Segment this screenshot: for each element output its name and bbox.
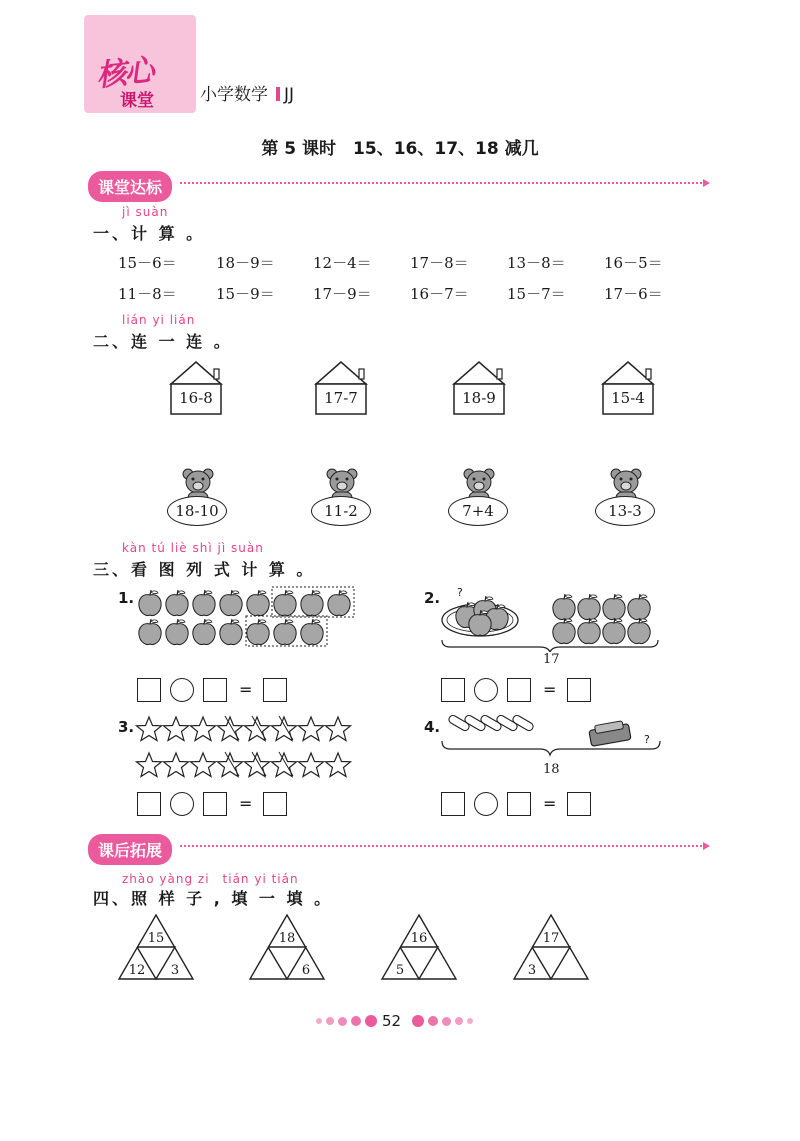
bear (595, 466, 657, 528)
equals-sign: = (239, 794, 253, 813)
clips-illustration (440, 713, 668, 765)
operator-circle[interactable] (170, 792, 194, 816)
section-heading: 一、计 算 。 (93, 224, 206, 243)
operator-circle[interactable] (474, 678, 498, 702)
house-expression: 17-7 (324, 389, 358, 407)
calc-item: 18－9＝ (216, 254, 275, 272)
arrow-icon (703, 842, 710, 850)
operator-circle[interactable] (170, 678, 194, 702)
answer-box[interactable] (137, 678, 161, 702)
problem-number: 1. (118, 589, 135, 607)
footer-dot (316, 1018, 322, 1024)
edition-label: JJ (284, 85, 295, 105)
logo-title: 核心 (94, 53, 155, 94)
number-triangle (248, 913, 326, 981)
footer-dot (338, 1017, 347, 1026)
problem-number: 2. (424, 589, 441, 607)
house-icon (313, 360, 369, 416)
bear (167, 466, 229, 528)
number-triangle (380, 913, 458, 981)
operator-circle[interactable] (474, 792, 498, 816)
triangle-top-number: 15 (147, 931, 165, 946)
footer-dot (428, 1016, 438, 1026)
triangle-left-number: 12 (128, 963, 146, 978)
subject-label (200, 80, 294, 105)
house-icon (451, 360, 507, 416)
pinyin-hint: jì suàn (122, 205, 169, 219)
number-triangle (117, 913, 195, 981)
number-triangle (512, 913, 590, 981)
pinyin-hint: zhào yàng zi tián yi tián (122, 872, 299, 886)
answer-box[interactable] (507, 792, 531, 816)
triangle-top-number: 17 (542, 931, 560, 946)
equals-sign: = (239, 680, 253, 699)
bear-expression: 11-2 (311, 496, 371, 526)
section-band-practice: 课堂达标 (88, 171, 172, 202)
answer-box[interactable] (567, 792, 591, 816)
answer-box[interactable] (263, 678, 287, 702)
triangle-left-number: 5 (395, 963, 405, 978)
equals-sign: = (543, 794, 557, 813)
footer-dot (351, 1016, 361, 1026)
page-title: 第 5 课时 15、16、17、18 减几 (261, 139, 539, 159)
house-expression: 18-9 (462, 389, 496, 407)
triangle-top-number: 16 (410, 931, 428, 946)
calc-item: 17－6＝ (604, 285, 663, 303)
answer-box[interactable] (567, 678, 591, 702)
bear (311, 466, 373, 528)
arrow-icon (703, 179, 710, 187)
calc-item: 16－5＝ (604, 254, 663, 272)
triangle-right-number: 3 (170, 963, 180, 978)
question-mark: ? (457, 586, 463, 599)
answer-box[interactable] (441, 678, 465, 702)
pinyin-hint: kàn tú liè shì jì suàn (122, 541, 264, 555)
band-divider (180, 845, 702, 847)
calc-item: 11－8＝ (118, 285, 177, 303)
section-band-extension: 课后拓展 (88, 834, 172, 865)
calc-item: 16－7＝ (410, 285, 469, 303)
bear (448, 466, 510, 528)
triangle-left-number: 3 (527, 963, 537, 978)
answer-row (137, 678, 297, 704)
equals-sign: = (543, 680, 557, 699)
calc-item: 12－4＝ (313, 254, 372, 272)
section-heading: 二、连 一 连 。 (93, 332, 233, 351)
answer-box[interactable] (203, 792, 227, 816)
answer-box[interactable] (441, 792, 465, 816)
section-heading: 三、看 图 列 式 计 算 。 (93, 560, 316, 579)
calc-item: 15－9＝ (216, 285, 275, 303)
house-expression: 15-4 (611, 389, 645, 407)
house-expression: 16-8 (179, 389, 213, 407)
bowl-apples-illustration (440, 590, 668, 652)
triangle-right-number: 6 (301, 963, 311, 978)
logo-subtitle: 课堂 (120, 91, 154, 111)
question-mark: ? (644, 733, 650, 746)
answer-row (441, 792, 601, 818)
footer-dot (455, 1017, 463, 1025)
stars-illustration (135, 714, 355, 780)
answer-row (137, 792, 297, 818)
total-label: 18 (543, 762, 560, 777)
pinyin-hint: lián yi lián (122, 313, 196, 327)
triangle-top-number: 18 (278, 931, 296, 946)
house-icon (600, 360, 656, 416)
problem-number: 3. (118, 718, 135, 736)
band-divider (180, 182, 702, 184)
house-icon (168, 360, 224, 416)
house (168, 360, 224, 416)
answer-box[interactable] (137, 792, 161, 816)
calc-item: 13－8＝ (507, 254, 566, 272)
house (600, 360, 656, 416)
page-number: 52 (382, 1012, 402, 1030)
answer-row (441, 678, 601, 704)
divider (276, 87, 280, 101)
footer-dot (326, 1017, 334, 1025)
house (451, 360, 507, 416)
apples-illustration (136, 586, 358, 648)
footer-dot (467, 1018, 473, 1024)
calc-item: 15－7＝ (507, 285, 566, 303)
problem-number: 4. (424, 718, 441, 736)
answer-box[interactable] (263, 792, 287, 816)
page-footer (316, 1014, 486, 1028)
footer-dot (365, 1015, 377, 1027)
calc-item: 15－6＝ (118, 254, 177, 272)
calc-item: 17－8＝ (410, 254, 469, 272)
house (313, 360, 369, 416)
section-heading: 四、照 样 子 , 填 一 填 。 (93, 889, 334, 908)
total-label: 17 (543, 652, 560, 667)
answer-box[interactable] (203, 678, 227, 702)
bear-expression: 18-10 (167, 496, 227, 526)
subject-name: 小学数学 (200, 85, 268, 105)
footer-dot (412, 1015, 424, 1027)
bear-expression: 7+4 (448, 496, 508, 526)
bear-expression: 13-3 (595, 496, 655, 526)
calc-item: 17－9＝ (313, 285, 372, 303)
footer-dot (442, 1017, 451, 1026)
answer-box[interactable] (507, 678, 531, 702)
